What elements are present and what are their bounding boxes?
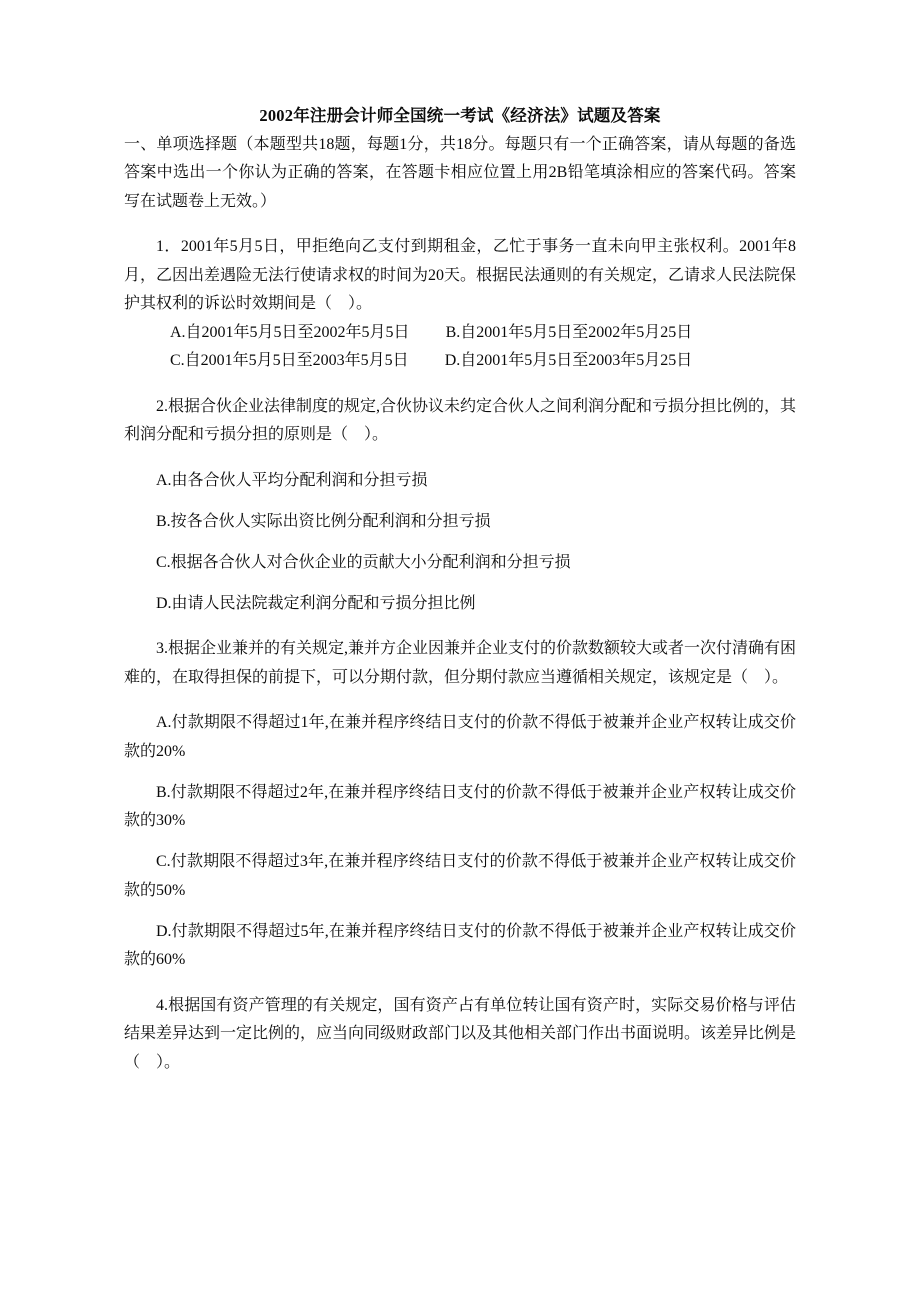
question-2-option-c[interactable]: C.根据各合伙人对合伙企业的贡献大小分配利润和分担亏损 [156, 553, 571, 571]
question-3-option-c[interactable]: C.付款期限不得超过3年,在兼并程序终结日支付的价款不得低于被兼并企业产权转让成交价款的50% [124, 853, 796, 899]
question-1-option-b[interactable]: B.自2001年5月5日至2002年5月25日 [445, 323, 693, 341]
question-1 [124, 233, 796, 376]
question-2-option-d[interactable]: D.由请人民法院裁定利润分配和亏损分担比例 [156, 594, 476, 612]
question-3-option-a[interactable]: A.付款期限不得超过1年,在兼并程序终结日支付的价款不得低于被兼并企业产权转让成交价款的20% [124, 714, 796, 760]
question-3 [124, 635, 796, 975]
question-1-stem: 1．2001年5月5日，甲拒绝向乙支付到期租金，乙忙于事务一直未向甲主张权利。2001年8月，乙因出差遇险无法行使请求权的时间为20天。根据民法通则的有关规定，乙请求人民法院保护其权利的诉讼时效期间是（ ）。 [124, 238, 797, 313]
question-2 [124, 393, 796, 619]
question-1-option-d[interactable]: D.自2001年5月5日至2003年5月25日 [444, 352, 693, 370]
question-1-options-row-ab [124, 319, 796, 348]
question-1-option-a[interactable]: A.自2001年5月5日至2002年5月5日 [170, 323, 410, 341]
question-4 [124, 992, 796, 1078]
document-body [124, 104, 796, 1077]
question-2-stem: 2.根据合伙企业法律制度的规定,合伙协议未约定合伙人之间利润分配和亏损分担比例的，其利润分配和亏损分担的原则是（ ）。 [124, 397, 797, 444]
page-title: 2002年注册会计师全国统一考试《经济法》试题及答案 [259, 106, 661, 125]
question-1-option-c[interactable]: C.自2001年5月5日至2003年5月5日 [170, 352, 409, 370]
question-4-stem: 4.根据国有资产管理的有关规定，国有资产占有单位转让国有资产时，实际交易价格与评估结果差异达到一定比例的，应当向同级财政部门以及其他相关部门作出书面说明。该差异比例是（ ）。 [124, 996, 797, 1071]
question-3-stem: 3.根据企业兼并的有关规定,兼并方企业因兼并企业支付的价款数额较大或者一次付清确有困难的，在取得担保的前提下，可以分期付款，但分期付款应当遵循相关规定，该规定是（ ）。 [124, 640, 797, 686]
question-3-option-d[interactable]: D.付款期限不得超过5年,在兼并程序终结日支付的价款不得低于被兼并企业产权转让成交价款的60% [124, 922, 796, 969]
question-2-option-a[interactable]: A.由各合伙人平均分配利润和分担亏损 [156, 471, 428, 489]
section-intro-paragraph: 一、单项选择题（本题型共18题，每题1分，共18分。每题只有一个正确答案，请从每题的备选答案中选出一个你认为正确的答案，在答题卡相应位置上用2B铅笔填涂相应的答案代码。答案写在试题卷上无效。） [124, 135, 796, 210]
question-2-option-b[interactable]: B.按各合伙人实际出资比例分配利润和分担亏损 [156, 512, 491, 530]
question-1-options-row-cd [124, 347, 796, 376]
question-3-option-b[interactable]: B.付款期限不得超过2年,在兼并程序终结日支付的价款不得低于被兼并企业产权转让成交价款的30% [124, 783, 796, 830]
